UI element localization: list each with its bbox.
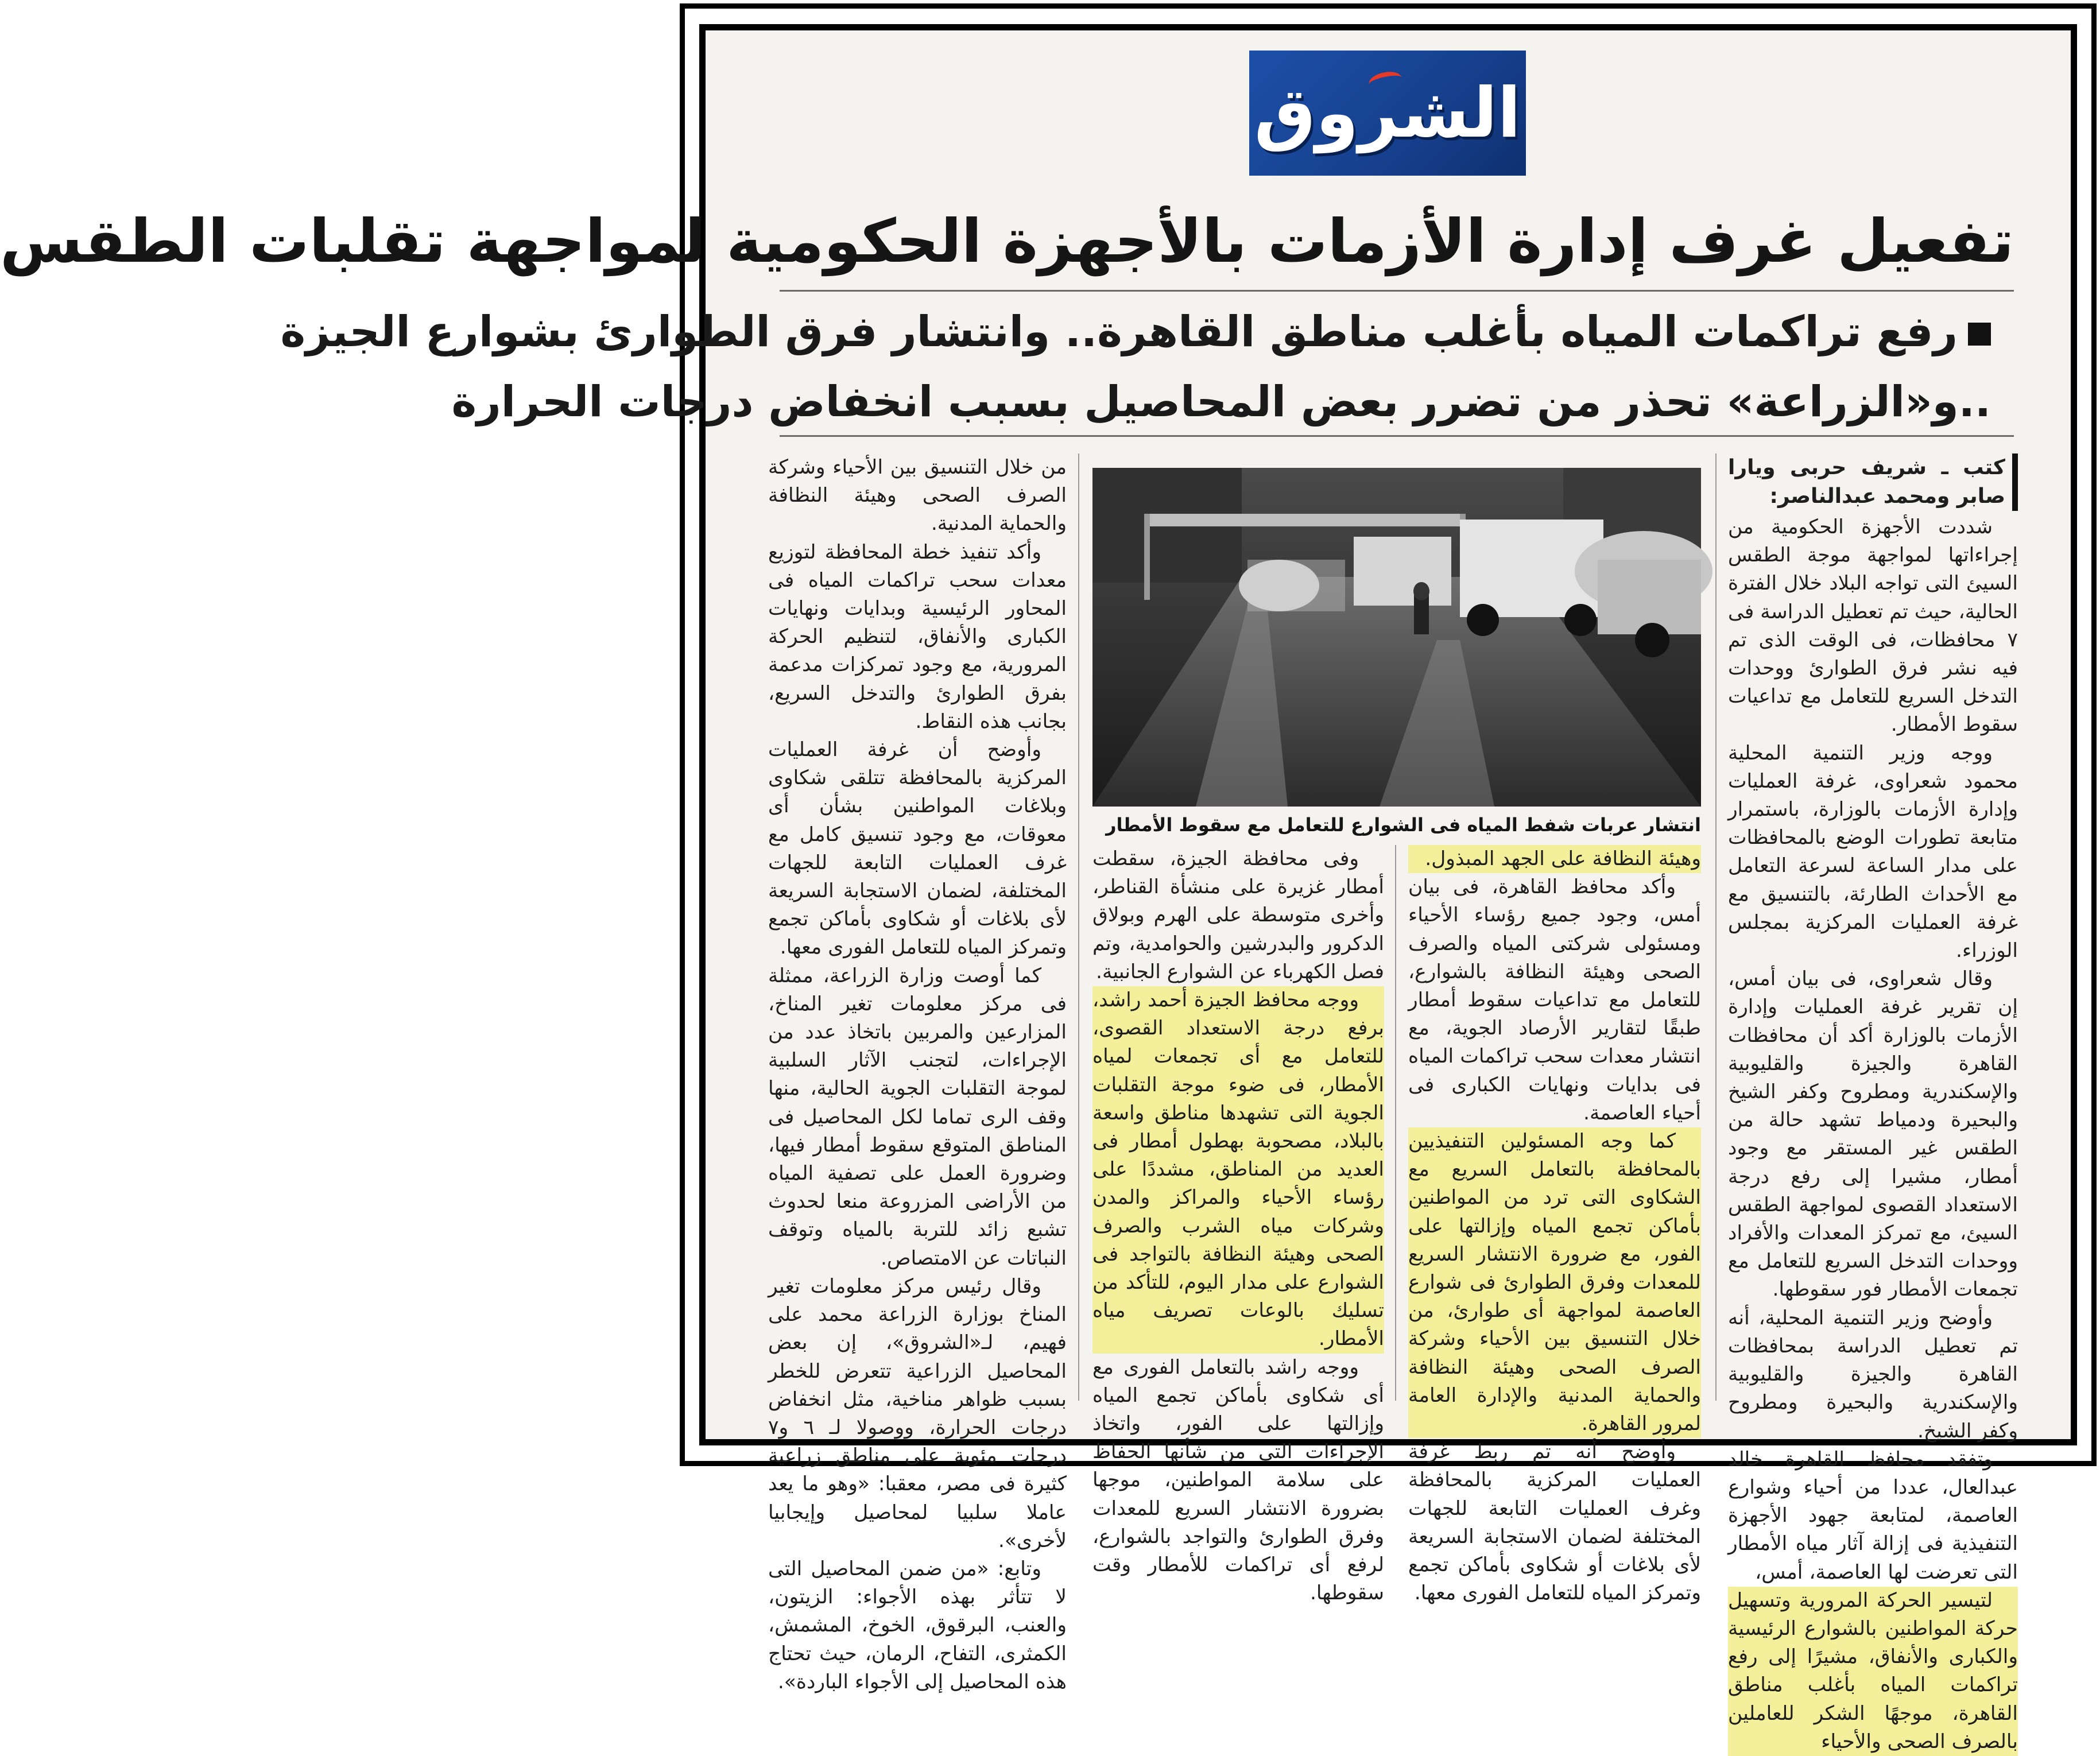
- paragraph: وتفقد محافظ القاهرة خالد عبدالعال، عددا من أحياء وشوارع العاصمة، لمتابعة جهود الأجهزة التنفيذية فى إزالة آثار مياه الأمطار التى تعرضت لها العاصمة، أمس،: [1728, 1447, 2018, 1584]
- paragraph: وفى محافظة الجيزة، سقطت أمطار غزيرة على منشأة القناطر، وأخرى متوسطة على الهرم وبولاق الدكرور والبدرشين والحوامدية، وتم فصل الكهرباء عن الشوارع الجانبية.: [1092, 847, 1384, 983]
- column-right: [1728, 453, 2018, 1753]
- article-photo: [1092, 468, 1701, 807]
- highlighted-paragraph: وهيئة النظافة على الجهد المبذول.: [1408, 845, 1701, 873]
- paragraph: من خلال التنسيق بين الأحياء وشركة الصرف الصحى وهيئة النظافة والحماية المدنية.: [768, 456, 1067, 536]
- article-byline: كتب ـ شريف حربى ويارا صابر ومحمد عبدالناصر:: [1728, 453, 2018, 511]
- headline-rule: [780, 290, 2014, 292]
- column-middle-right: [1408, 845, 1701, 1605]
- photo-caption: انتشار عربات شفط المياه فى الشوارع للتعامل مع سقوط الأمطار: [1106, 814, 1701, 836]
- paragraph: وقال شعراوى، فى بيان أمس، إن تقرير غرفة العمليات وإدارة الأزمات بالوزارة أكد أن محافظات القاهرة والجيزة والقليوبية والإسكندرية ومطروح وكفر الشيخ والبحيرة ودمياط تشهد حالة من الطقس غير المستقر مع وجود أمطار، مشيرا إلى رفع درجة الاستعداد القصوى لمواجهة الطقس السيئ، مع تمركز المعدات والأفراد ووحدات التدخل السريع للتعامل مع تجمعات الأمطار فور سقوطها.: [1728, 967, 2018, 1301]
- highlighted-paragraph: ووجه محافظ الجيزة أحمد راشد، برفع درجة الاستعداد القصوى، للتعامل مع أى تجمعات لمياه الأمطار، فى ضوء موجة التقلبات الجوية التى تشهدها مناطق واسعة بالبلاد، مصحوبة بهطول أمطار فى العديد من المناطق، مشددًا على رؤساء الأحياء والمراكز والمدن وشركات مياه الشرب والصرف الصحى وهيئة النظافة بالتواجد فى الشوارع على مدار اليوم، للتأكد من تسليك بالوعات تصريف مياه الأمطار.: [1092, 986, 1384, 1354]
- paragraph: وقال رئيس مركز معلومات تغير المناخ بوزارة الزراعة محمد على فهيم، لـ«الشروق»، إن بعض المحاصيل الزراعية تتعرض للخطر بسبب ظواهر مناخية، مثل انخفاض درجات الحرارة، ووصولا لـ ٦ و٧ درجات مئوية على مناطق زراعية كثيرة فى مصر، معقبا: «وهو ما يعد عاملا سلبيا لمحاصيل وإيجابيا لأخرى».: [768, 1274, 1067, 1552]
- highlighted-paragraph: كما وجه المسئولين التنفيذيين بالمحافظة بالتعامل السريع مع الشكاوى التى ترد من المواطنين بأماكن تجمع المياه وإزالتها على الفور، مع ضرورة الانتشار السريع للمعدات وفرق الطوارئ فى شوارع العاصمة لمواجهة أى طوارئ، من خلال التنسيق بين الأحياء وشركة الصرف الصحى وهيئة النظافة والحماية المدنية والإدارة العامة لمرور القاهرة.: [1408, 1127, 1701, 1438]
- article-subhead-2: ..و«الزراعة» تحذر من تضرر بعض المحاصيل بسبب انخفاض درجات الحرارة: [451, 377, 1991, 427]
- subhead-rule: [780, 435, 2014, 437]
- paragraph: كما أوصت وزارة الزراعة، ممثلة فى مركز معلومات تغير المناخ، المزارعين والمربين باتخاذ عدد من الإجراءات، لتجنب الآثار السلبية لموجة التقلبات الجوية الحالية، منها وقف الرى تماما لكل المحاصيل فى المناطق المتوقع سقوط أمطار فيها، وضرورة العمل على تصفية المياه من الأراضى المزروعة منعا لحدوث تشبع زائد للتربة بالمياه وتوقف النباتات عن الامتصاص.: [768, 964, 1067, 1270]
- street-flood-photo: [1092, 468, 1701, 807]
- paragraph: وأوضح وزير التنمية المحلية، أنه تم تعطيل الدراسة بمحافظات القاهرة والجيزة والقليوبية والإسكندرية والبحيرة ومطروح وكفر الشيخ.: [1728, 1306, 2018, 1443]
- subhead-1-text: رفع تراكمات المياه بأغلب مناطق القاهرة.. وانتشار فرق الطوارئ بشوارع الجيزة: [280, 307, 1958, 356]
- column-divider: [1715, 453, 1717, 1401]
- paragraph: وتابع: «من ضمن المحاصيل التى لا تتأثر بهذه الأجواء: الزيتون، والعنب، البرقوق، الخوخ، المشمش، الكمثرى، التفاح، الرمان، حيث تحتاج هذه المحاصيل إلى الأجواء الباردة».: [768, 1557, 1067, 1693]
- article-headline: تفعيل غرف إدارة الأزمات بالأجهزة الحكومية لمواجهة تقلبات الطقس: [0, 206, 2014, 276]
- bullet-square-icon: [1968, 323, 1991, 346]
- column-divider: [1395, 845, 1396, 1401]
- highlighted-paragraph: لتيسير الحركة المرورية وتسهيل حركة المواطنين بالشوارع الرئيسية والكبارى والأنفاق، مشيرًا إلى رفع تراكمات المياه بأغلب مناطق القاهرة، موجهًا الشكر للعاملين بالصرف الصحى والأحياء: [1728, 1587, 2018, 1756]
- logo-text: الشروق: [1254, 73, 1521, 153]
- paragraph: شددت الأجهزة الحكومية من إجراءاتها لمواجهة موجة الطقس السيئ التى تواجه البلاد خلال الفترة الحالية، حيث تم تعطيل الدراسة فى ٧ محافظات، فى الوقت الذى تم فيه نشر فرق الطوارئ ووحدات التدخل السريع للتعامل مع تداعيات سقوط الأمطار.: [1728, 515, 2018, 736]
- paragraph: وأوضح أنه تم ربط غرفة العمليات المركزية بالمحافظة وغرف العمليات التابعة للجهات المختلفة لضمان الاستجابة السريعة لأى بلاغات أو شكاوى بأماكن تجمع وتمركز المياه للتعامل الفورى معها.: [1408, 1440, 1701, 1605]
- column-divider: [1078, 453, 1079, 1401]
- column-left: [768, 453, 1067, 1693]
- paragraph: وأكد محافظ القاهرة، فى بيان أمس، وجود جميع رؤساء الأحياء ومسئولى شركتى المياه والصرف الصحى وهيئة النظافة بالشوارع، للتعامل مع تداعيات سقوط أمطار طبقًا لتقارير الأرصاد الجوية، مع انتشار معدات سحب تراكمات المياه فى بدايات ونهايات الكبارى فى أحياء العاصمة.: [1408, 875, 1701, 1125]
- paragraph: وأوضح أن غرفة العمليات المركزية بالمحافظة تتلقى شكاوى وبلاغات المواطنين بشأن أى معوقات، مع وجود تنسيق كامل مع غرف العمليات التابعة للجهات المختلفة، لضمان الاستجابة السريعة لأى بلاغات أو شكاوى بأماكن تجمع وتمركز المياه للتعامل الفورى معها.: [768, 738, 1067, 959]
- paragraph: ووجه وزير التنمية المحلية محمود شعراوى، غرفة العمليات وإدارة الأزمات بالوزارة، باستمرار متابعة تطورات الوضع بالمحافظات على مدار الساعة لسرعة التعامل مع الأحداث الطارئة، بالتنسيق مع غرفة العمليات المركزية بمجلس الوزراء.: [1728, 741, 2018, 963]
- paragraph: وأكد تنفيذ خطة المحافظة لتوزيع معدات سحب تراكمات المياه فى المحاور الرئيسية وبدايات ونهايات الكبارى والأنفاق، لتنظيم الحركة المرورية، مع وجود تمركزات مدعمة بفرق الطوارئ والتدخل السريع، بجانب هذه النقاط.: [768, 540, 1067, 733]
- article-subhead-1: [280, 304, 1991, 359]
- column-middle-left: [1092, 845, 1384, 1605]
- paragraph: ووجه راشد بالتعامل الفورى مع أى شكاوى بأماكن تجمع المياه وإزالتها على الفور، واتخاذ الإجراءات التى من شأنها الحفاظ على سلامة المواطنين، موجها بضرورة الانتشار السريع للمعدات وفرق الطوارئ والتواجد بالشوارع، لرفع أى تراكمات للأمطار وقت سقوطها.: [1092, 1355, 1384, 1605]
- newspaper-logo: [1249, 51, 1526, 176]
